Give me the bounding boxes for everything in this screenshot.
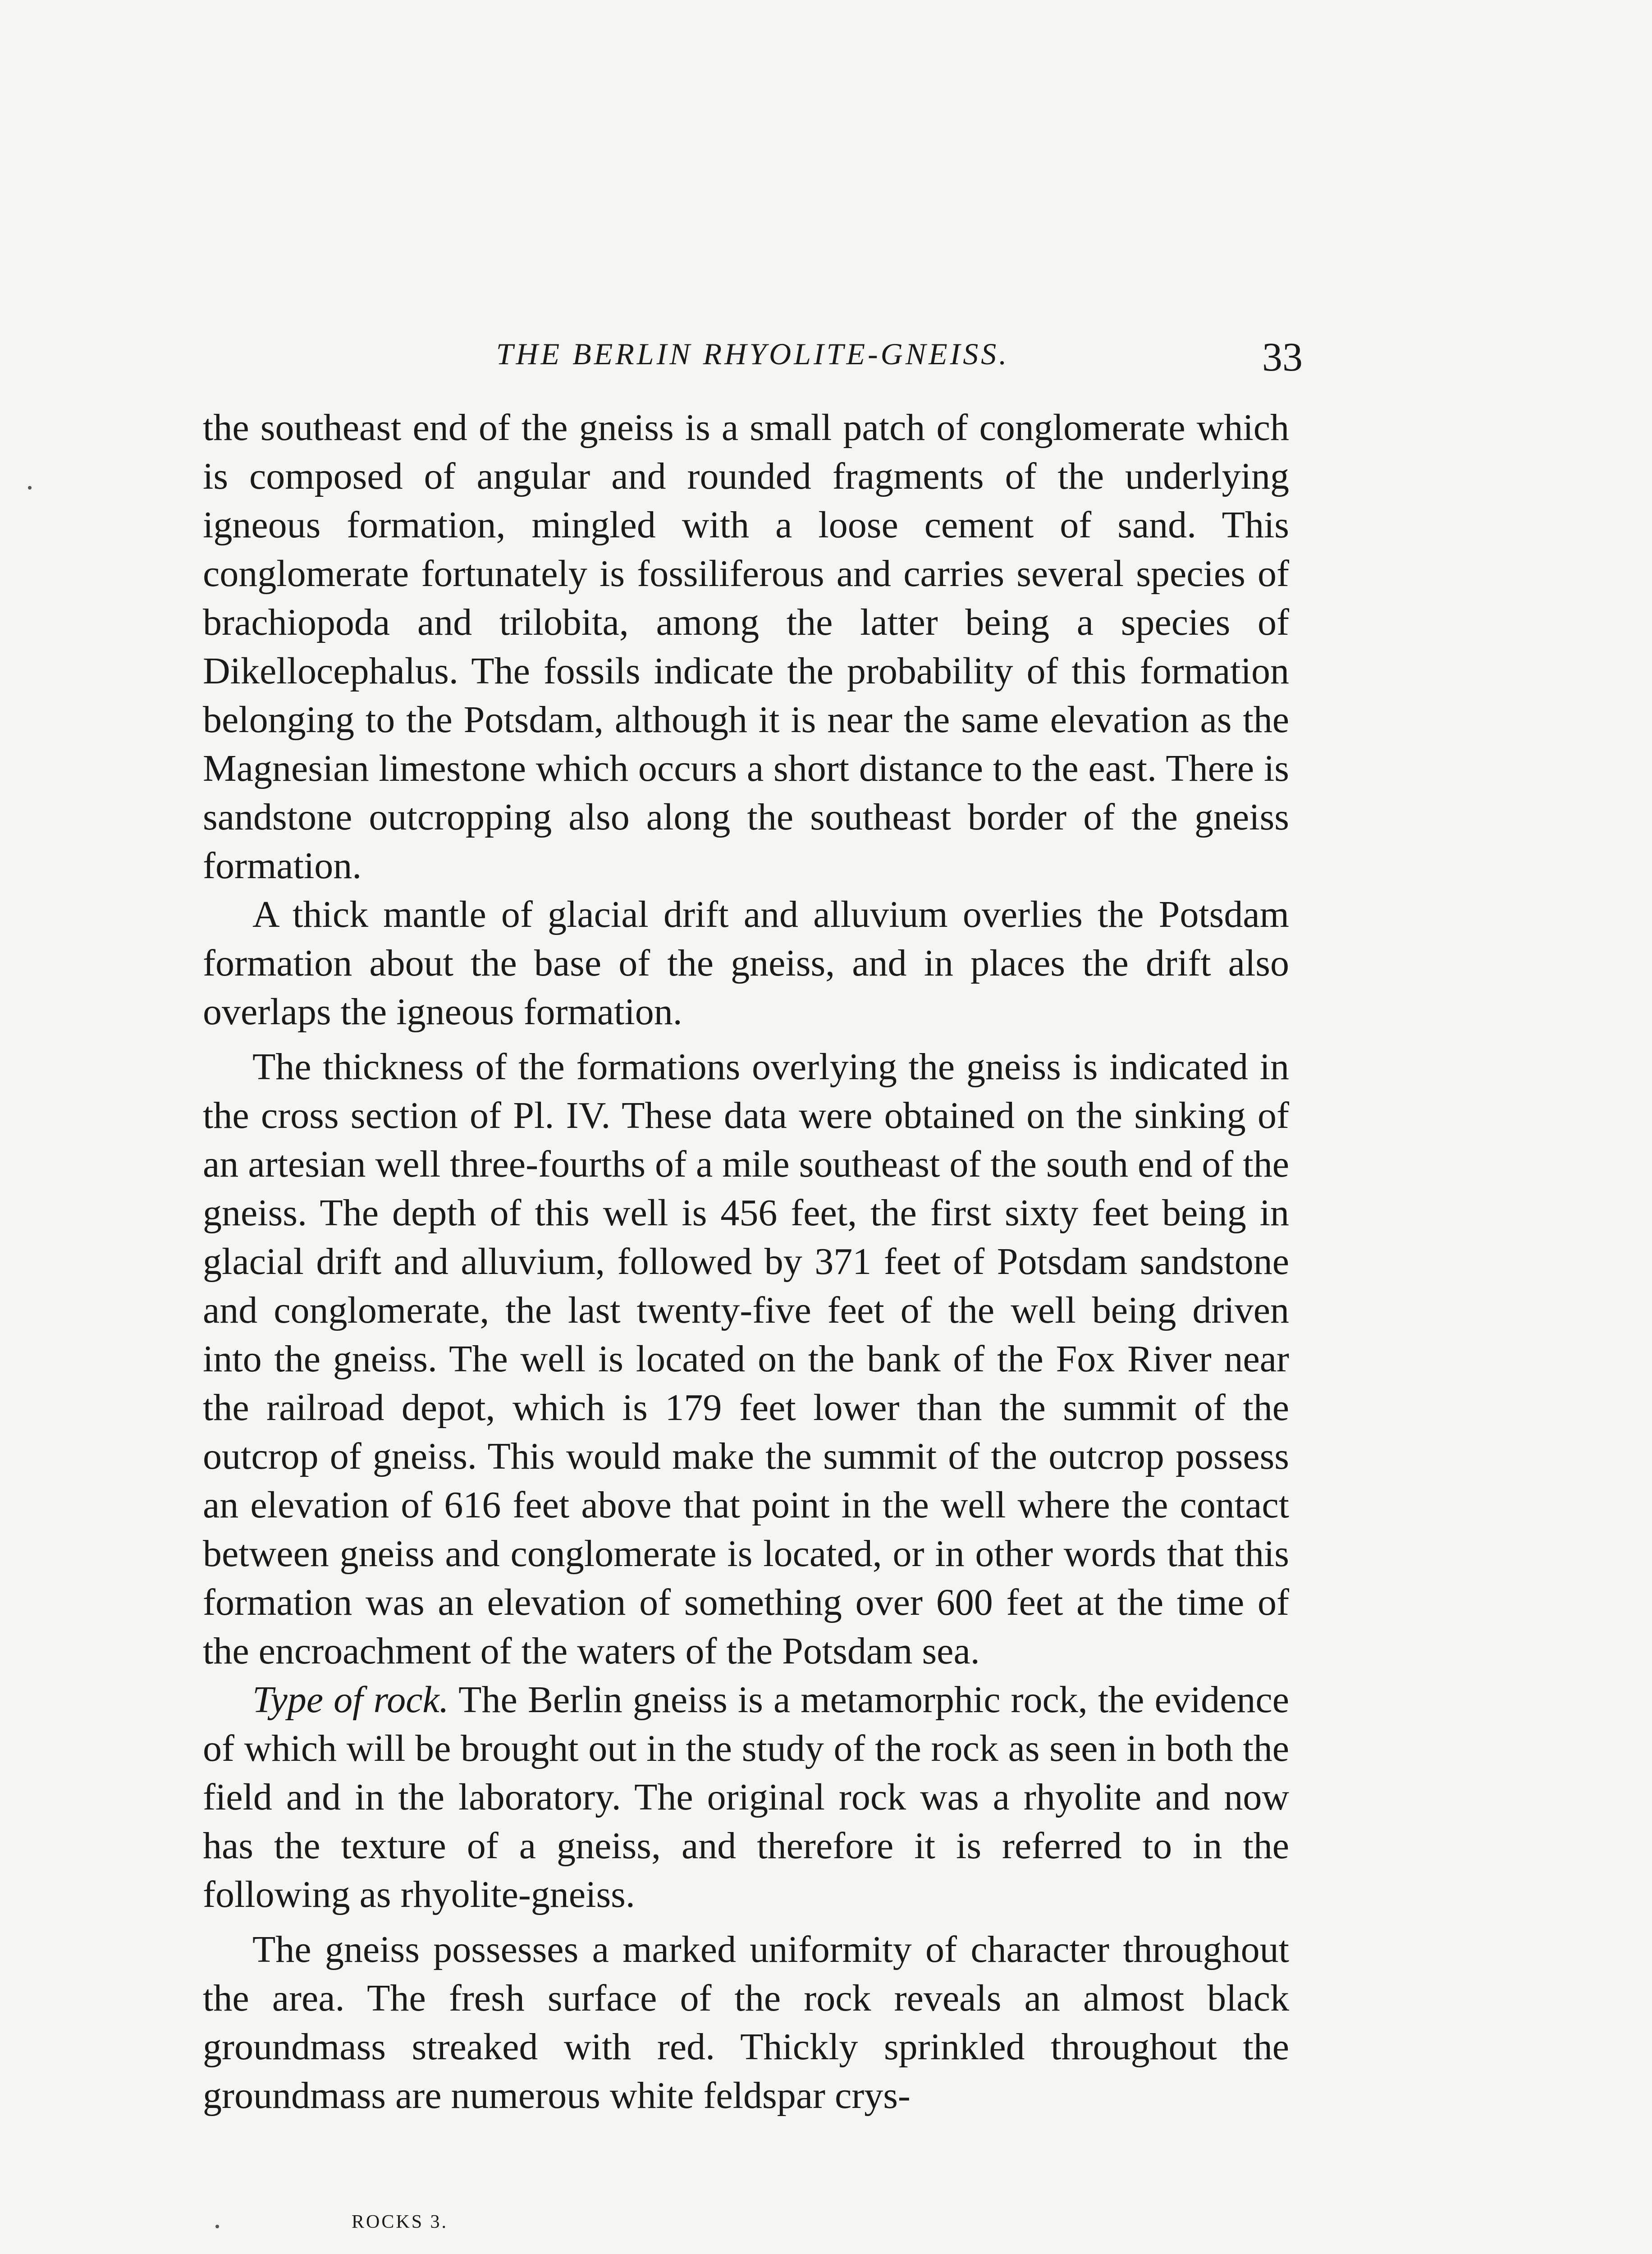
- paragraph-1: the southeast end of the gneiss is a small patch of conglomerate which is composed of angular and rounded fragments of the underlying igneous formation, mingled with a loose cement of sand. This conglomerate fortunately is fossiliferous and carries several species of brachiopoda and trilobita, among the latter being a species of Dikellocephalus. The fossils indicate the probability of this formation belonging to the Potsdam, although it is near the same elevation as the Magnesian limestone which occurs a short distance to the east. There is sandstone outcropping also along the southeast border of the gneiss formation.: [203, 407, 1289, 887]
- paragraph-5: The gneiss possesses a marked uniformity of character throughout the area. The fresh surface of the rock reveals an almost black groundmass streaked with red. Thickly sprinkled throughout the groundmass are numerous white feldspar crys-: [203, 1929, 1289, 2117]
- paragraph-2: A thick mantle of glacial drift and alluvium overlies the Potsdam formation about the base of the gneiss, and in places the drift also overlaps the igneous formation.: [203, 893, 1289, 1033]
- page-number: 33: [1262, 335, 1303, 380]
- paragraph-4: [203, 1676, 1289, 1919]
- signature-mark: ROCKS 3.: [352, 2212, 448, 2232]
- body-text: [203, 403, 1289, 2120]
- running-head: [203, 329, 1303, 379]
- paragraph-4-lead: Type of rock.: [252, 1679, 449, 1721]
- scan-speck: [28, 486, 32, 490]
- paragraph-4-text: The Berlin gneiss is a metamorphic rock, the evidence of which will be brought out in the study of the rock as seen in both the field and in the laboratory. The original rock was a rhyolite and now has the texture of a gneiss, and therefore it is referred to in the following as rhyolite-gneiss.: [203, 1679, 1289, 1915]
- scan-speck: [215, 2225, 219, 2228]
- paragraph-3: The thickness of the formations overlying the gneiss is indicated in the cross section of Pl. IV. These data were obtained on the sinking of an artesian well three-fourths of a mile southeast of the south end of the gneiss. The depth of this well is 456 feet, the first sixty feet being in glacial drift and alluvium, followed by 371 feet of Potsdam sandstone and conglomerate, the last twenty-five feet of the well being driven into the gneiss. The well is located on the bank of the Fox River near the railroad depot, which is 179 feet lower than the summit of the outcrop of gneiss. This would make the summit of the outcrop possess an elevation of 616 feet above that point in the well where the contact between gneiss and conglomerate is located, or in other words that this formation was an elevation of something over 600 feet at the time of the encroachment of the waters of the Potsdam sea.: [203, 1046, 1289, 1672]
- running-title: THE BERLIN RHYOLITE-GNEISS.: [496, 337, 1010, 371]
